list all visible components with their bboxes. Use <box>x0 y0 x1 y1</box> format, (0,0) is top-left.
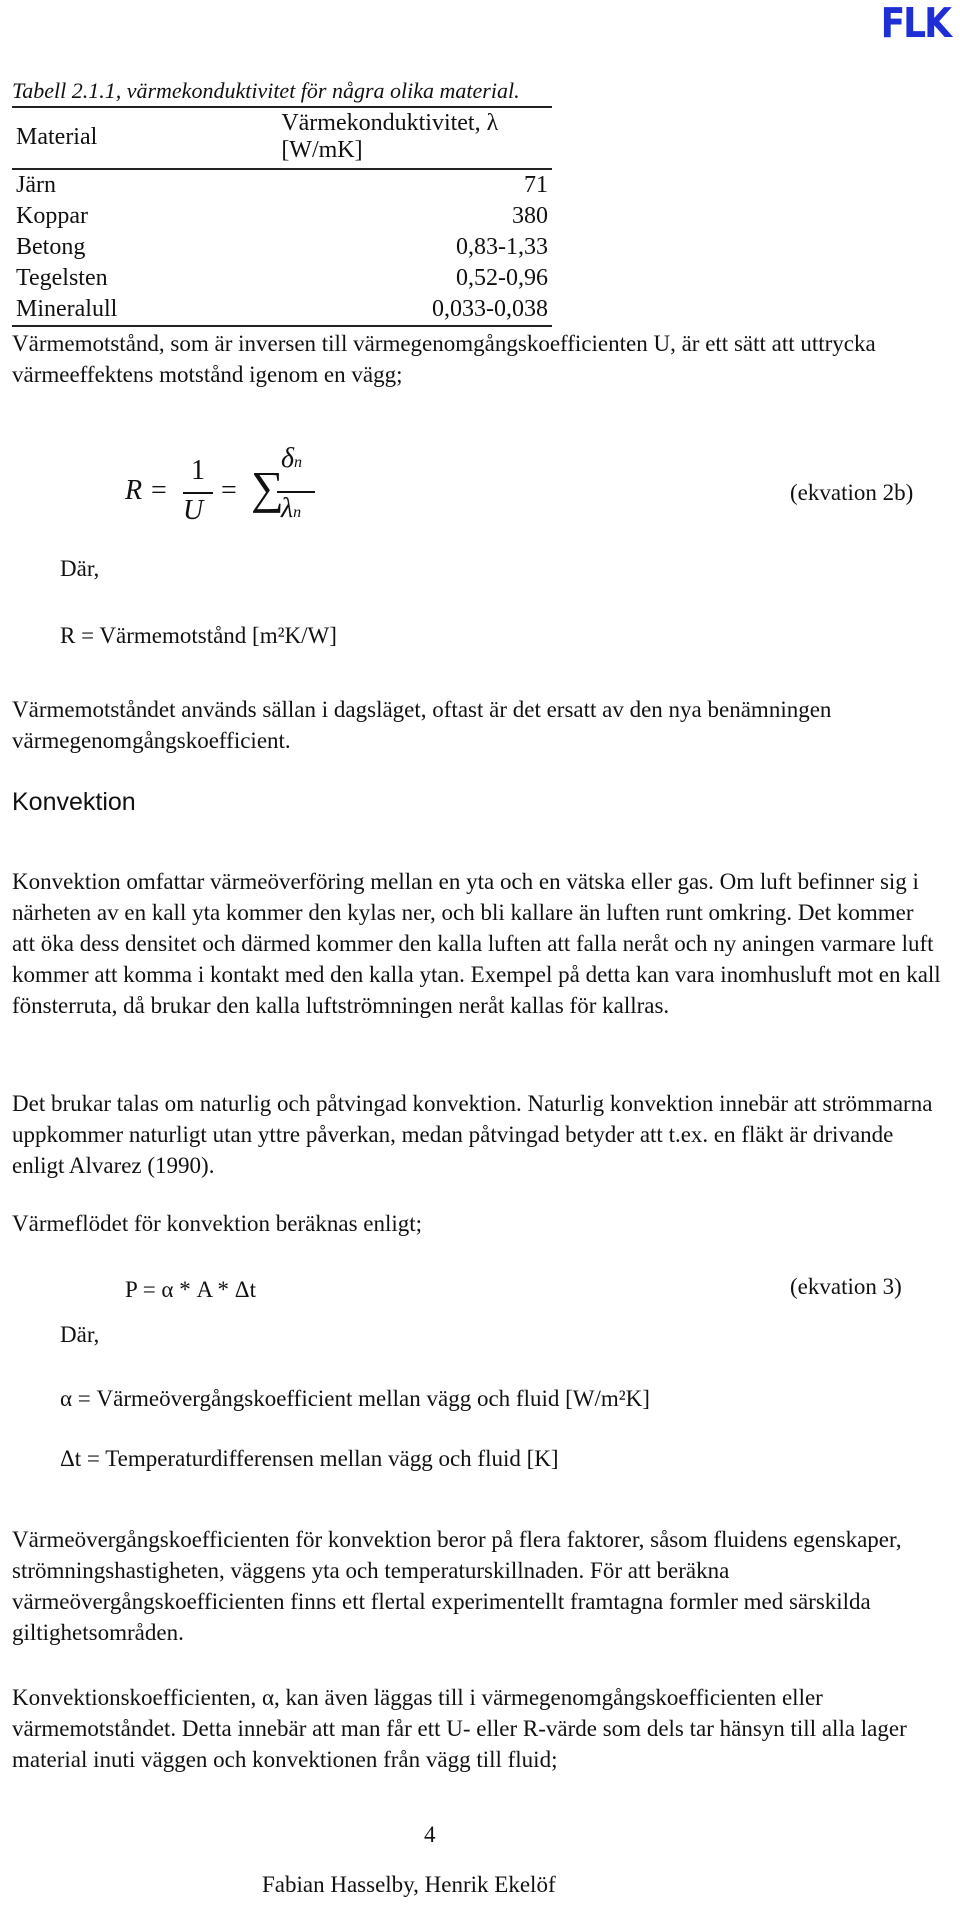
eq-frac1-numerator: 1 <box>191 455 205 486</box>
cell-material: Mineralull <box>12 294 121 326</box>
eq-delta: δ <box>281 443 295 474</box>
cell-value: 0,83-1,33 <box>456 234 548 260</box>
section-heading-konvektion: Konvektion <box>12 788 136 816</box>
eq-sum-symbol: ∑ <box>251 462 284 513</box>
table-row <box>12 263 552 294</box>
eq-delta-subscript: n <box>294 454 303 471</box>
cell-value: 0,033-0,038 <box>121 294 552 326</box>
cell-material: Tegelsten <box>16 265 108 291</box>
paragraph-coefficient-factors: Värmeövergångskoefficienten för konvektion beror på flera faktorer, såsom fluidens egenskaper, strömningshastigheten, väggens yta och temperaturskillnaden. För att beräkna värmeövergångskoefficienten finns ett flertal experimentellt framtagna formler med särskilda giltighetsområden. <box>12 1527 902 1645</box>
cell-material: Betong <box>16 234 86 260</box>
equation-3: P = α * A * Δt <box>125 1277 256 1302</box>
page-number: 4 <box>424 1822 436 1847</box>
definition-delta-t: Δt = Temperaturdifferensen mellan vägg och fluid [K] <box>60 1446 559 1471</box>
cell-material: Järn <box>16 172 56 198</box>
table-row <box>12 169 552 201</box>
eq-equals-2: = <box>221 475 237 506</box>
footer-authors: Fabian Hasselby, Henrik Ekelöf <box>262 1872 556 1897</box>
equation-3-reference: (ekvation 3) <box>790 1274 902 1299</box>
paragraph-heatflow: Värmeflödet för konvektion beräknas enligt; <box>12 1211 423 1236</box>
paragraph-resistance-intro: Värmemotstånd, som är inversen till värmegenomgångskoefficienten U, är ett sätt att uttrycka värmeeffektens motstånd igenom en vägg; <box>12 331 876 387</box>
flk-logo: FLK <box>880 0 950 48</box>
definition-alpha: α = Värmeövergångskoefficient mellan vägg och fluid [W/m²K] <box>60 1386 650 1411</box>
eq-lambda-subscript: n <box>293 504 302 521</box>
eq-lhs: R <box>125 475 143 506</box>
table-row <box>12 201 552 232</box>
equation-2b-reference: (ekvation 2b) <box>790 480 914 505</box>
where-label-1: Där, <box>60 556 100 581</box>
where-label-2: Där, <box>60 1322 100 1347</box>
eq-frac2-numerator <box>281 443 302 475</box>
table-header-row <box>12 107 552 169</box>
eq-frac2-denominator <box>281 493 301 525</box>
eq-equals-1: = <box>151 475 167 506</box>
cell-value: 0,52-0,96 <box>456 265 548 291</box>
definition-r: R = Värmemotstånd [m²K/W] <box>60 623 337 648</box>
paragraph-natural-forced: Det brukar talas om naturlig och påtvingad konvektion. Naturlig konvektion innebär att strömmarna uppkommer naturligt utan yttre påverkan, medan påtvingad betyder att t.ex. en fläkt är drivande enligt Alvarez (1990). <box>12 1091 933 1178</box>
table-caption: Tabell 2.1.1, värmekonduktivitet för några olika material. <box>12 78 520 103</box>
eq-lambda: λ <box>281 493 294 524</box>
header-material: Material <box>12 107 121 169</box>
cell-value: 71 <box>524 172 548 198</box>
cell-material: Koppar <box>16 203 88 229</box>
paragraph-convection-coefficient: Konvektionskoefficienten, α, kan även läggas till i värmegenomgångskoefficienten eller värmemotståndet. Detta innebär att man får ett U- eller R-värde som dels tar hänsyn till alla lager material inuti väggen och konvektionen från vägg till fluid; <box>12 1685 907 1772</box>
table-row <box>12 232 552 263</box>
eq-frac1-denominator: U <box>183 495 204 526</box>
paragraph-convection-description: Konvektion omfattar värmeöverföring mellan en yta och en vätska eller gas. Om luft befinner sig i närheten av en kall yta kommer den kylas ner, och bli kallare än luften runt omkring. Det kommer att öka dess densitet och därmed kommer den kalla luften att falla neråt och ny aningen varmare luft kommer att komma i kontakt med den kalla ytan. Exempel på detta kan vara inomhusluft mot en kall fönsterruta, då brukar den kalla luftströmningen neråt kallas för kallras. <box>12 869 941 1018</box>
conductivity-table <box>12 106 552 327</box>
eq-frac1-line <box>183 492 213 494</box>
header-conductivity: Värmekonduktivitet, λ [W/mK] <box>121 107 552 169</box>
cell-value: 380 <box>512 203 548 229</box>
paragraph-resistance-usage: Värmemotståndet används sällan i dagsläget, oftast är det ersatt av den nya benämningen värmegenomgångskoefficient. <box>12 697 832 753</box>
table-row <box>12 294 552 326</box>
